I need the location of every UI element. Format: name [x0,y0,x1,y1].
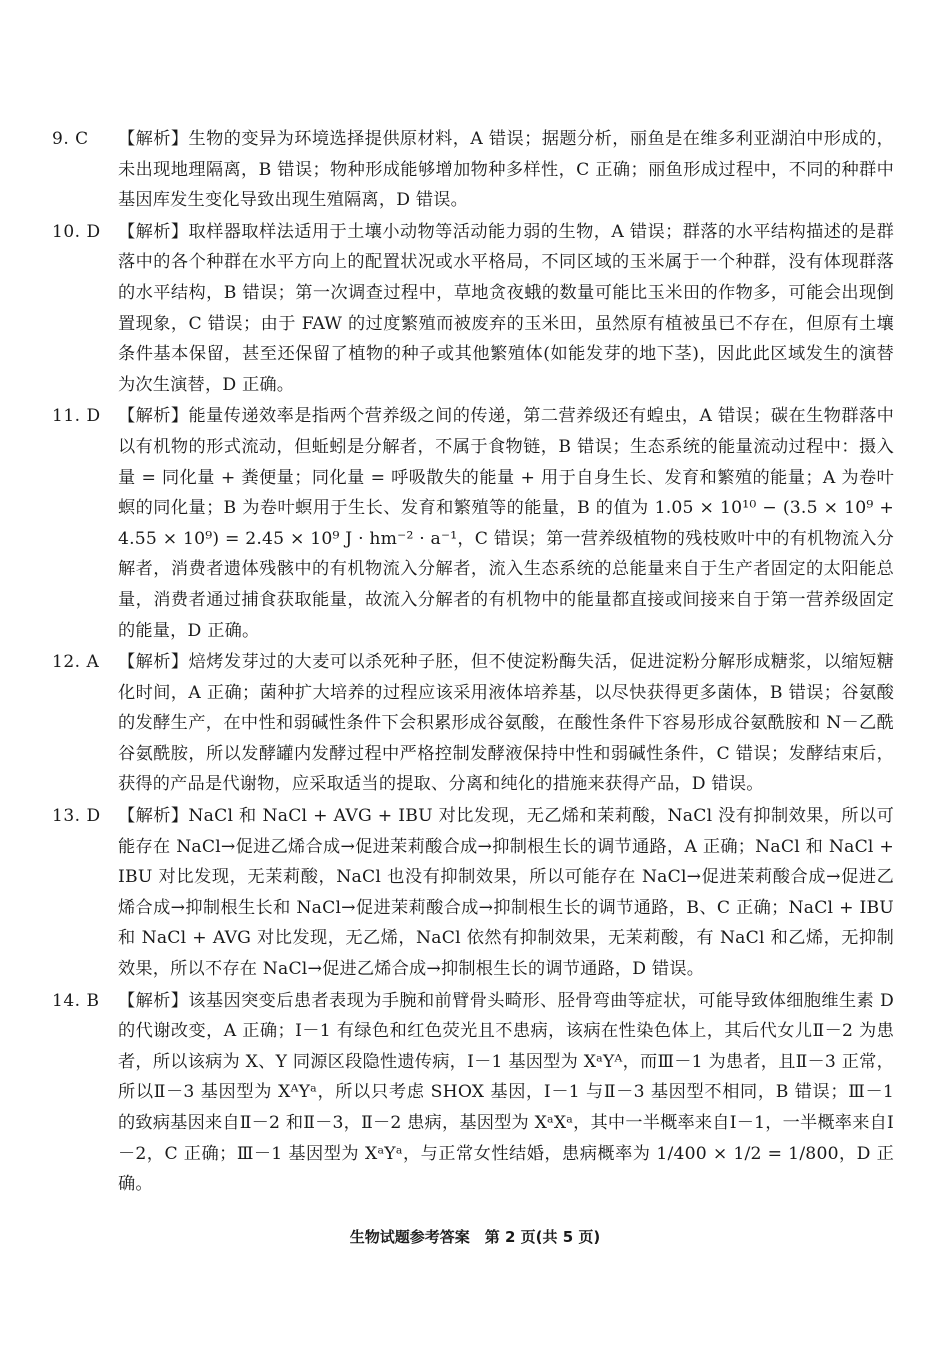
question-number: 13. D [52,806,101,827]
analysis-tag: 【解析】 [118,652,189,673]
explanation-text: 该基因突变后患者表现为手腕和前臂骨头畸形、胫骨弯曲等症状，可能导致体细胞维生素 D 的代谢改变，A 正确；Ⅰ－1 有绿色和红色荧光且不患病，该病在性染色体上，其后代女儿Ⅱ－2 为患者，所以该病为 X、Y 同源区段隐性遗传病，Ⅰ－1 基因型为 XᵃYᴬ，而Ⅲ－1 为患者，且Ⅱ－3 正常，所以Ⅱ－3 基因型为 XᴬYᵃ，所以只考虑 SHOX 基因，Ⅰ－1 与Ⅱ－3 基因型不相同，B 错误；Ⅲ－1 的致病基因来自Ⅱ－2 和Ⅱ－3，Ⅱ－2 患病，基因型为 XᵃXᵃ，其中一半概率来自Ⅰ－1，一半概率来自Ⅰ－2，C 正确；Ⅲ－1 基因型为 XᵃYᵃ，与正常女性结婚，患病概率为 1/400 × 1/2 = 1/800，D 正确。 [118,990,894,1195]
analysis-tag: 【解析】 [118,406,189,427]
question-number: 12. A [52,652,100,673]
answer-explanation [118,217,894,401]
analysis-tag: 【解析】 [118,806,189,827]
answer-explanation [118,801,894,985]
explanation-text: 取样器取样法适用于土壤小动物等活动能力弱的生物，A 错误；群落的水平结构描述的是群落中的各个种群在水平方向上的配置状况或水平格局，不同区域的玉米属于一个种群，没有体现群落的水平结构，B 错误；第一次调查过程中，草地贪夜蛾的数量可能比玉米田的作物多，可能会出现倒置现象，C 错误；由于 FAW 的过度繁殖而被废弃的玉米田，虽然原有植被虽已不存在，但原有土壤条件基本保留，甚至还保留了植物的种子或其他繁殖体(如能发芽的地下茎)，因此此区域发生的演替为次生演替，D 正确。 [118,221,894,395]
explanation-text: 焙烤发芽过的大麦可以杀死种子胚，但不使淀粉酶失活，促进淀粉分解形成糖浆，以缩短糖化时间，A 正确；菌种扩大培养的过程应该采用液体培养基，以尽快获得更多菌体，B 错误；谷氨酸的发酵生产，在中性和弱碱性条件下会积累形成谷氨酸，在酸性条件下容易形成谷氨酰胺和 N－乙酰谷氨酰胺，所以发酵罐内发酵过程中严格控制发酵液保持中性和弱碱性条件，C 错误；发酵结束后，获得的产品是代谢物，应采取适当的提取、分离和纯化的措施来获得产品，D 错误。 [118,652,894,795]
answer-list [52,124,894,1201]
answer-explanation [118,986,894,1200]
analysis-tag: 【解析】 [118,990,189,1011]
question-number: 10. D [52,221,101,242]
explanation-text: NaCl 和 NaCl + AVG + IBU 对比发现，无乙烯和茉莉酸，NaCl 没有抑制效果，所以可能存在 NaCl→促进乙烯合成→促进茉莉酸合成→抑制根生长的调节通路，A 正确；NaCl 和 NaCl + IBU 对比发现，无茉莉酸，NaCl 也没有抑制效果，所以可能存在 NaCl→促进茉莉酸合成→促进乙烯合成→抑制根生长和 NaCl→促进茉莉酸合成→抑制根生长的调节通路，B、C 正确；NaCl + IBU 和 NaCl + AVG 对比发现，无乙烯，NaCl 依然有抑制效果，无茉莉酸，有 NaCl 和乙烯，无抑制效果，所以不存在 NaCl→促进乙烯合成→抑制根生长的调节通路，D 错误。 [118,806,894,980]
answer-item-10 [52,217,894,401]
explanation-text: 生物的变异为环境选择提供原材料，A 错误；据题分析，丽鱼是在维多利亚湖泊中形成的，未出现地理隔离，B 错误；物种形成能够增加物种多样性，C 正确；丽鱼形成过程中，不同的种群中基因库发生变化导致出现生殖隔离，D 错误。 [118,129,894,211]
answer-explanation [118,401,894,646]
answer-item-9 [52,124,894,216]
analysis-tag: 【解析】 [118,129,189,149]
answer-item-11 [52,401,894,646]
answer-explanation [118,647,894,800]
question-number: 9. C [52,129,89,149]
answer-explanation [118,124,894,216]
answer-item-13 [52,801,894,985]
answer-item-14 [52,986,894,1200]
question-number: 11. D [52,406,101,427]
explanation-text: 能量传递效率是指两个营养级之间的传递，第二营养级还有蝗虫，A 错误；碳在生物群落中以有机物的形式流动，但蚯蚓是分解者，不属于食物链，B 错误；生态系统的能量流动过程中：摄入量 = 同化量 + 粪便量；同化量 = 呼吸散失的能量 + 用于自身生长、发育和繁殖的能量；A 为卷叶螟的同化量；B 为卷叶螟用于生长、发育和繁殖等的能量，B 的值为 1.05 × 10¹⁰ − (3.5 × 10⁹ + 4.55 × 10⁹) = 2.45 × 10⁹ J · hm⁻² · a⁻¹，C 错误；第一营养级植物的残枝败叶中的有机物流入分解者，消费者遗体残骸中的有机物流入分解者，流入生态系统的总能量来自于生产者固定的太阳能总量，消费者通过捕食获取能量，故流入分解者的有机物中的能量都直接或间接来自于第一营养级固定的能量，D 正确。 [118,406,894,641]
analysis-tag: 【解析】 [118,221,189,242]
question-number: 14. B [52,990,100,1011]
page-footer: 生物试题参考答案 第 2 页(共 5 页) [349,1228,601,1246]
answer-item-12 [52,647,894,800]
